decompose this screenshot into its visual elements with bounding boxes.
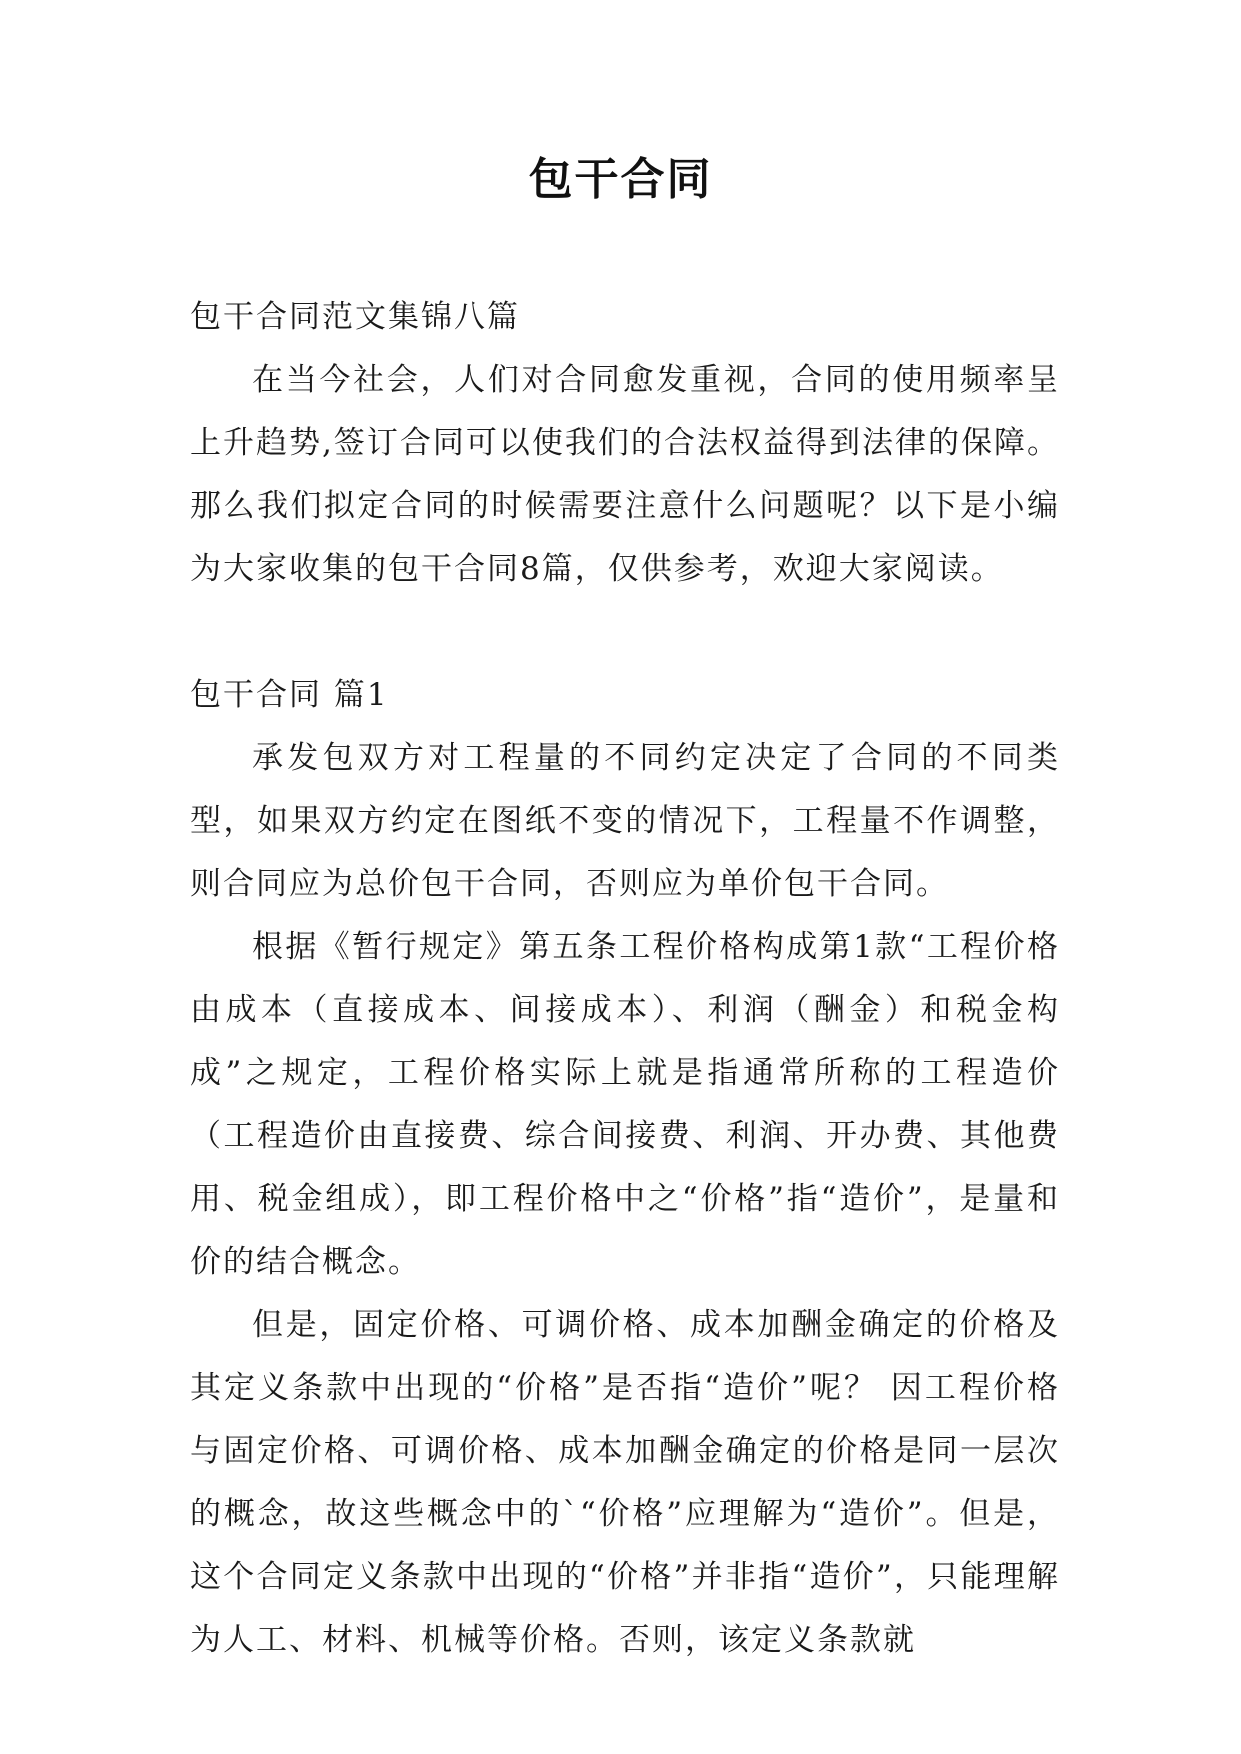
document-title: 包干合同 <box>528 154 713 205</box>
intro-paragraph: 在当今社会，人们对合同愈发重视，合同的使用频率呈上升趋势,签订合同可以使我们的合法权益得到法律的保障。那么我们拟定合同的时候需要注意什么问题呢？以下是小编为大家收集的包干合同8篇，仅供参考，欢迎大家阅读。 <box>190 362 1060 587</box>
document-subtitle: 包干合同范文集锦八篇 <box>190 299 520 335</box>
body-paragraph-2: 根据《暂行规定》第五条工程价格构成第1款“工程价格由成本（直接成本、间接成本）、利润（酬金）和税金构成”之规定，工程价格实际上就是指通常所称的工程造价（工程造价由直接费、综合间接费、利润、开办费、其他费用、税金组成），即工程价格中之“价格”指“造价”，是量和价的结合概念。 <box>190 929 1060 1280</box>
body-paragraph-1: 承发包双方对工程量的不同约定决定了合同的不同类型，如果双方约定在图纸不变的情况下，工程量不作调整，则合同应为总价包干合同，否则应为单价包干合同。 <box>190 740 1060 902</box>
section-heading: 包干合同 篇1 <box>190 677 389 713</box>
document-body <box>190 286 1060 1672</box>
body-paragraph-3: 但是，固定价格、可调价格、成本加酬金确定的价格及其定义条款中出现的“价格”是否指“造价”呢？ 因工程价格与固定价格、可调价格、成本加酬金确定的价格是同一层次的概念，故这些概念中的`“价格”应理解为“造价”。但是，这个合同定义条款中出现的“价格”并非指“造价”，只能理解为人工、材料、机械等价格。否则，该定义条款就 <box>190 1307 1060 1658</box>
